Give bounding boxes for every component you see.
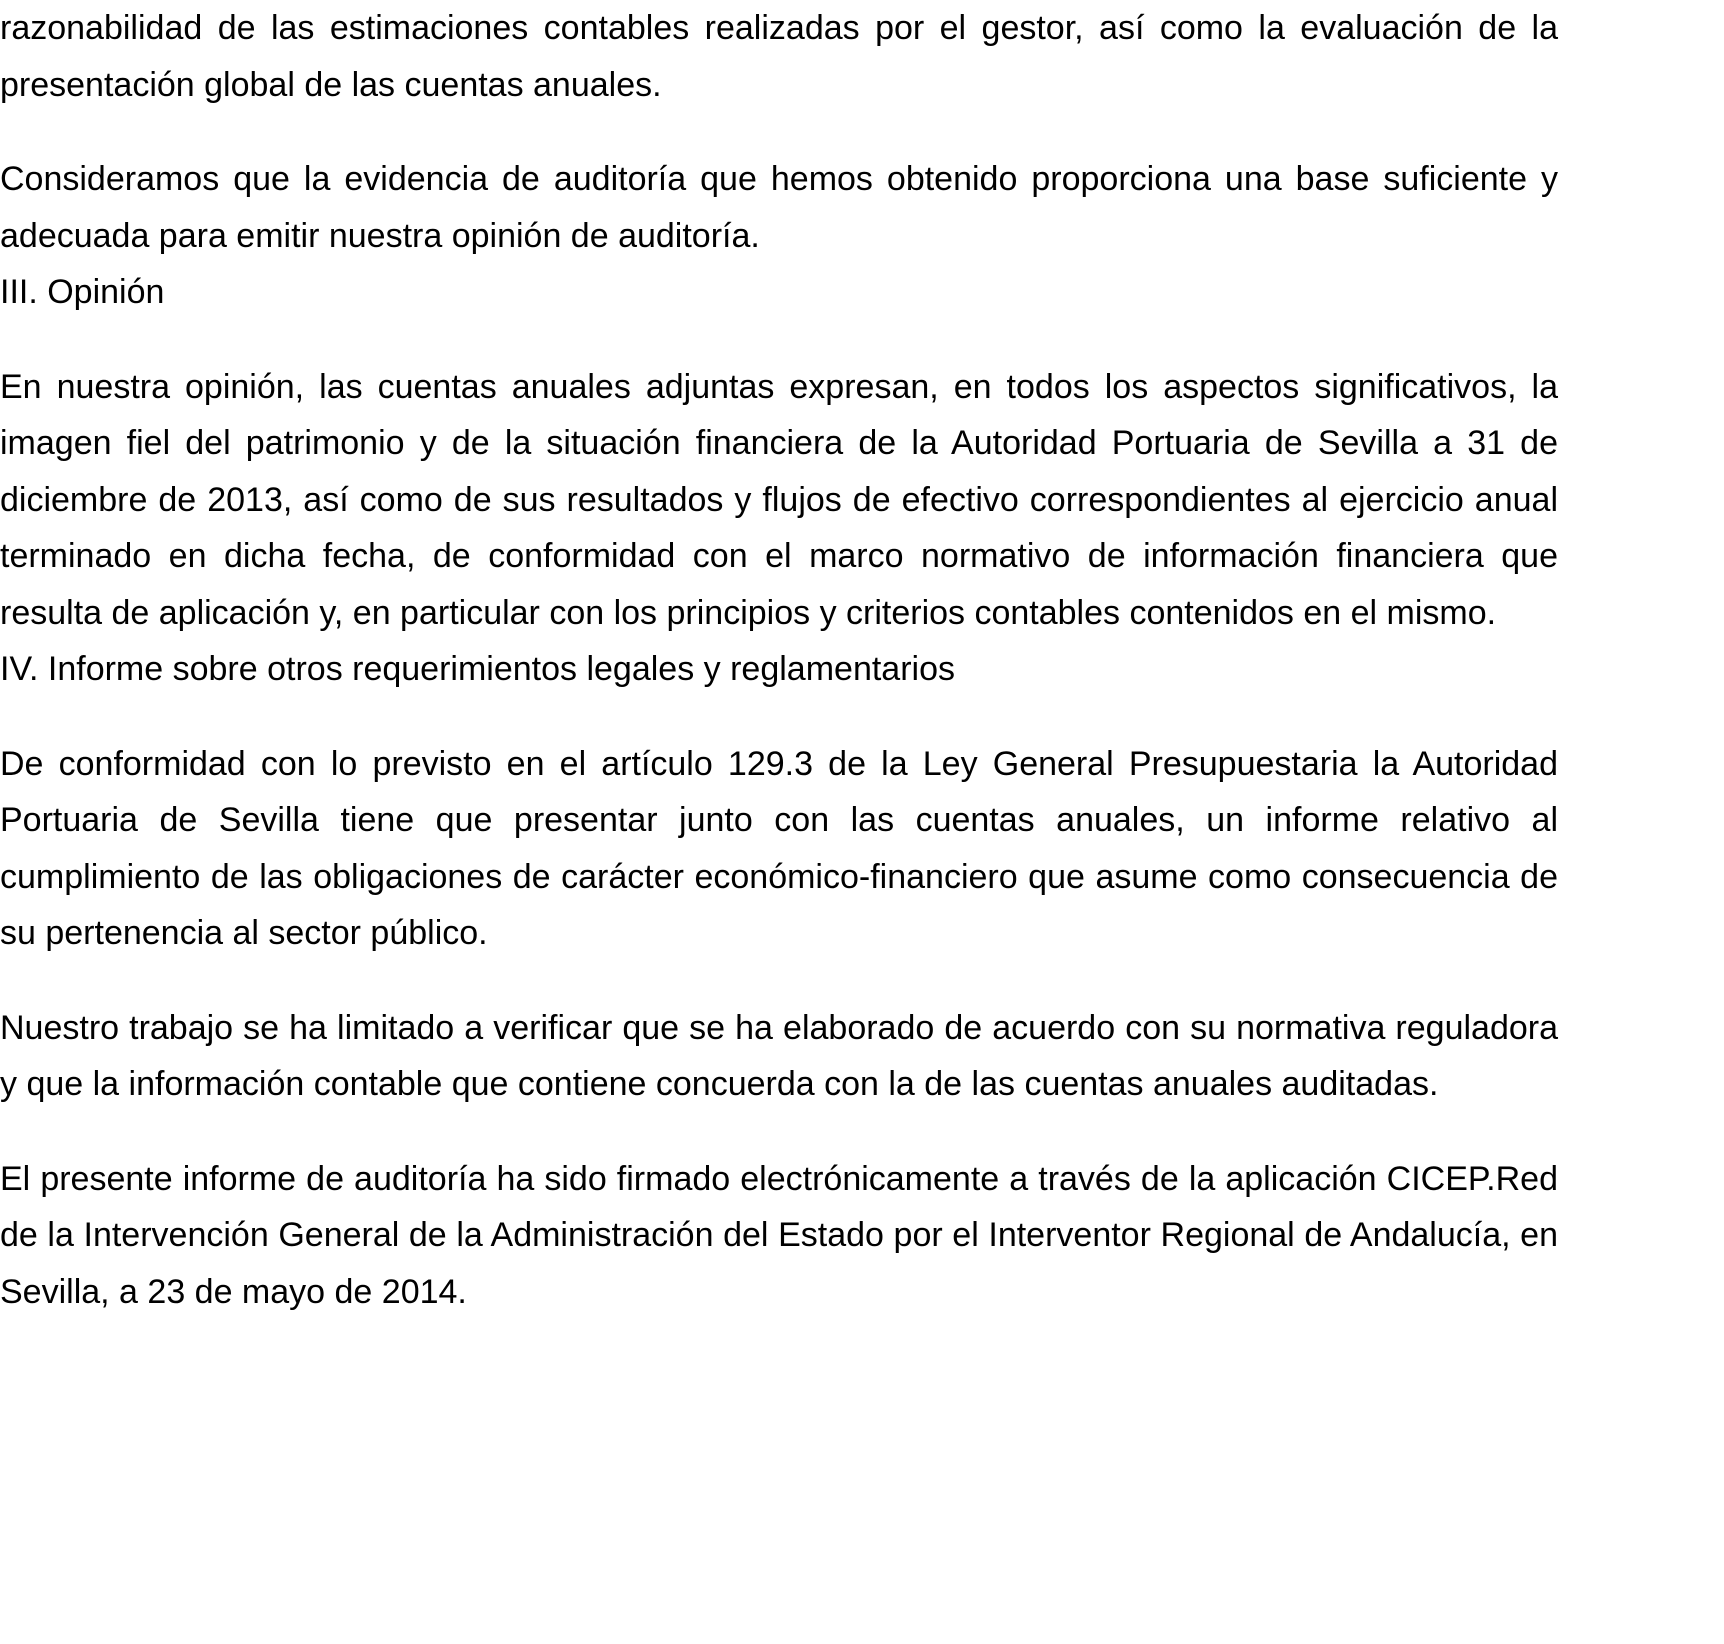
section-heading-otros-requerimientos: IV. Informe sobre otros requerimientos legales y reglamentarios xyxy=(0,650,955,688)
section-heading-opinion: III. Opinión xyxy=(0,273,165,311)
paragraph-evidencia: Consideramos que la evidencia de auditoría que hemos obtenido proporciona una base suficiente y adecuada para emitir nuestra opinión de auditoría. xyxy=(0,160,1558,255)
paragraph-ley-general-presupuestaria: De conformidad con lo previsto en el artículo 129.3 de la Ley General Presupuestaria la Autoridad Portuaria de Sevilla tiene que presentar junto con las cuentas anuales, un informe relativo al cumplimiento de las obligaciones de carácter económico-financiero que asume como consecuencia de su pertenencia al sector público. xyxy=(0,744,1558,952)
paragraph-trabajo-verificacion: Nuestro trabajo se ha limitado a verificar que se ha elaborado de acuerdo con su normativa reguladora y que la información contable que contiene concuerda con la de las cuentas anuales auditadas. xyxy=(0,1008,1558,1103)
paragraph-estimaciones: razonabilidad de las estimaciones contables realizadas por el gestor, así como la evaluación de la presentación global de las cuentas anuales. xyxy=(0,9,1558,104)
paragraph-opinion: En nuestra opinión, las cuentas anuales adjuntas expresan, en todos los aspectos significativos, la imagen fiel del patrimonio y de la situación financiera de la Autoridad Portuaria de Sevilla a 31 de diciembre de 2013, así como de sus resultados y flujos de efectivo correspondientes al ejercicio anual terminado en dicha fecha, de conformidad con el marco normativo de información financiera que resulta de aplicación y, en particular con los principios y criterios contables contenidos en el mismo. xyxy=(0,367,1558,632)
paragraph-firma-electronica: El presente informe de auditoría ha sido firmado electrónicamente a través de la aplicación CICEP.Red de la Intervención General de la Administración del Estado por el Interventor Regional de Andalucía, en Sevilla, a 23 de mayo de 2014. xyxy=(0,1159,1558,1311)
